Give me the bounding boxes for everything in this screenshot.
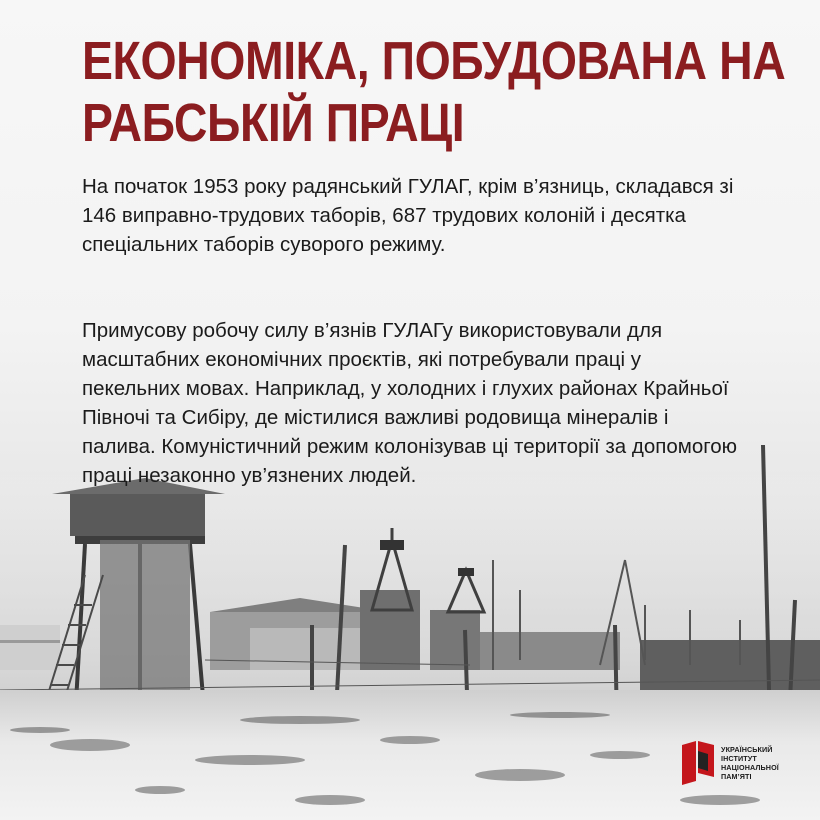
paragraph-2: Примусову робочу силу в’язнів ГУЛАГу використовували для масштабних економічних проєктів, які потребували праці у пекельних мовах. Наприклад, у холодних і глухих районах Крайньої Півночі та Сибіру, де містилися важливі родовища мінералів і палива. Комуністичний режим колонізував ці території за допомогою праці незаконно ув’язнених людей. <box>82 319 738 487</box>
logo-line-2: ІНСТИТУТ <box>721 754 757 763</box>
title-line-1: ЕКОНОМІКА, ПОБУДОВАНА НА <box>82 31 786 91</box>
page-title <box>82 30 786 154</box>
logo-line-1: УКРАЇНСЬКИЙ <box>721 745 773 754</box>
logo-line-4: ПАМ’ЯТІ <box>721 772 752 781</box>
institute-logo <box>680 738 800 788</box>
logo-line-3: НАЦІОНАЛЬНОЇ <box>721 763 779 772</box>
paragraph-1: На початок 1953 року радянський ГУЛАГ, крім в’язниць, складався зі 146 виправно-трудових таборів, 687 трудових колоній і десятка спеціальних таборів суворого режиму. <box>82 175 734 256</box>
title-line-2: РАБСЬКІЙ ПРАЦІ <box>82 93 465 153</box>
logo-text <box>721 745 779 781</box>
uinp-logo-icon <box>680 741 716 785</box>
